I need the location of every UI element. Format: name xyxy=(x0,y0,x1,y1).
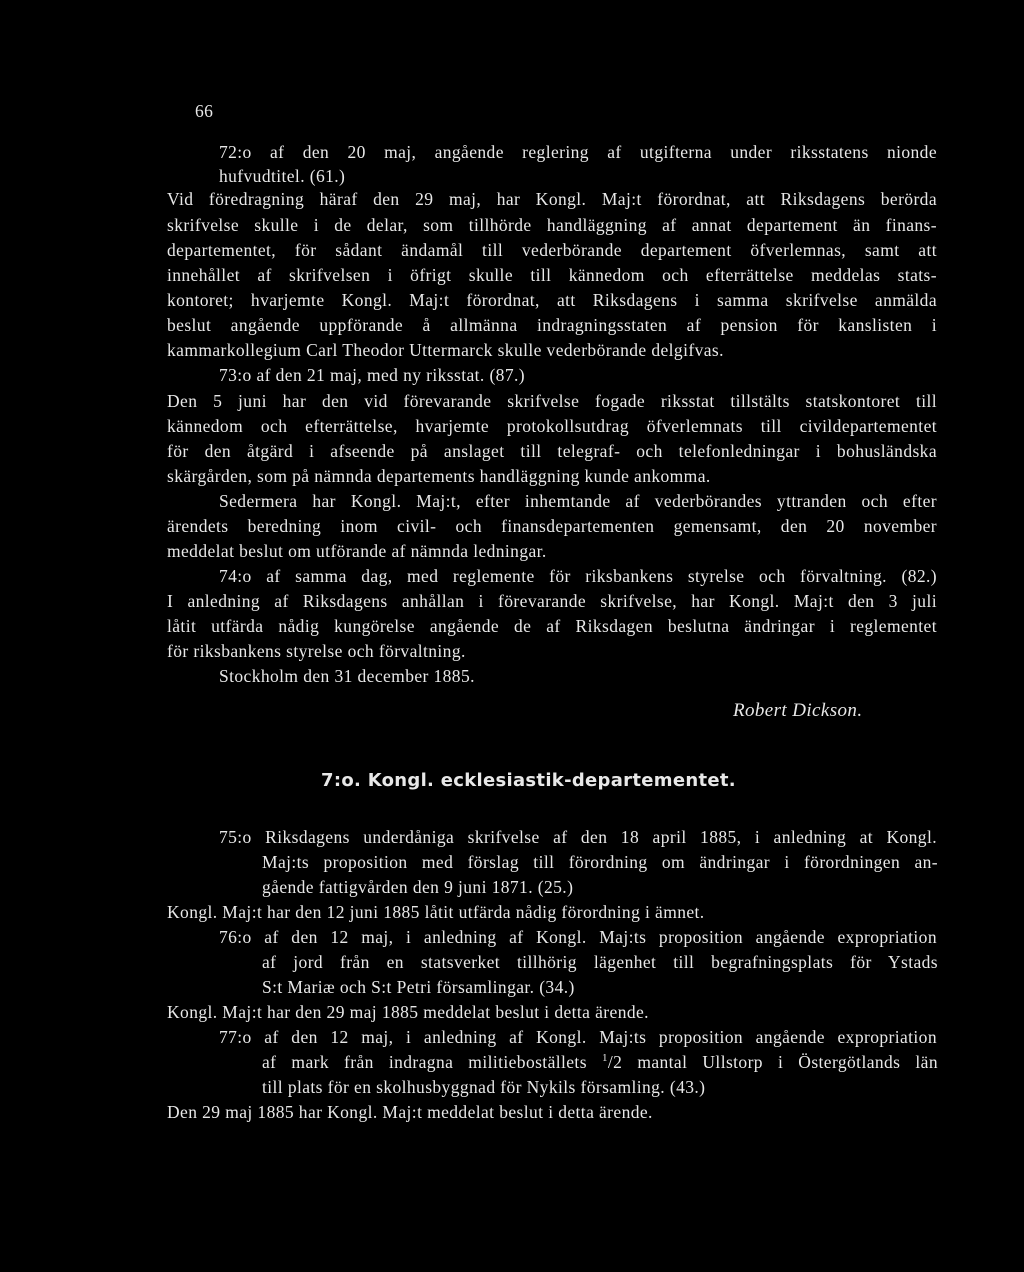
fraction xyxy=(602,1052,622,1072)
item-74-text-line: låtit utfärda nådig kungörelse angående de af Riksdagen beslutna ändringar i reglementet xyxy=(167,616,937,636)
item-73-text-line: ärendets beredning inom civil- och finansdepartementen gemensamt, den 20 november xyxy=(167,516,937,536)
item-77-title-line-2 xyxy=(262,1052,938,1073)
item-77-text-b: mantal Ullstorp i Östergötlands län xyxy=(637,1052,938,1072)
item-74-title: 74:o af samma dag, med reglemente för riksbankens styrelse och förvaltning. (82.) xyxy=(219,566,937,586)
item-76-title-line-3: S:t Mariæ och S:t Petri församlingar. (34.) xyxy=(262,977,575,997)
item-73-text-line: Sedermera har Kongl. Maj:t, efter inhemtande af vederbörandes yttranden och efter xyxy=(219,491,937,511)
item-72-title-line-2: hufvudtitel. (61.) xyxy=(219,166,346,186)
item-73-title: 73:o af den 21 maj, med ny riksstat. (87.) xyxy=(219,365,525,385)
fraction-numerator: 1 xyxy=(601,1052,608,1065)
item-72-text-line: Vid föredragning häraf den 29 maj, har Kongl. Maj:t förordnat, att Riksdagens berörda xyxy=(167,189,937,209)
item-72-text-line: beslut angående uppförande å allmänna indragningsstaten af pension för kanslisten i xyxy=(167,315,937,335)
item-74-text-line: I anledning af Riksdagens anhållan i förevarande skrifvelse, har Kongl. Maj:t den 3 juli xyxy=(167,591,937,611)
item-77-title-line-1: 77:o af den 12 maj, i anledning af Kongl. Maj:ts proposition angående expropriation xyxy=(219,1027,937,1047)
item-72-text-line: skrifvelse skulle i de delar, som tillhörde handläggning af annat departement än finans- xyxy=(167,215,937,235)
item-73-text-line: meddelat beslut om utförande af nämnda ledningar. xyxy=(167,541,547,561)
item-72-text-line: kontoret; hvarjemte Kongl. Maj:t förordnat, att Riksdagens i samma skrifvelse anmälda xyxy=(167,290,937,310)
signature: Robert Dickson. xyxy=(733,700,863,721)
item-76-text-line: Kongl. Maj:t har den 29 maj 1885 meddelat beslut i detta ärende. xyxy=(167,1002,649,1022)
item-75-title-line-3: gående fattigvården den 9 juni 1871. (25.) xyxy=(262,877,574,897)
item-75-title-line-2: Maj:ts proposition med förslag till förordning om ändringar i förordningen an- xyxy=(262,852,938,872)
item-73-text-line: för den åtgärd i afseende på anslaget till telegraf- och telefonledningar i bohusländska xyxy=(167,441,937,461)
item-75-text-line: Kongl. Maj:t har den 12 juni 1885 låtit utfärda nådig förordning i ämnet. xyxy=(167,902,705,922)
item-76-title-line-2: af jord från en statsverket tillhörig lägenhet till begrafningsplats för Ystads xyxy=(262,952,938,972)
item-74-text-line: för riksbankens styrelse och förvaltning. xyxy=(167,641,466,661)
item-77-title-line-3: till plats för en skolhusbyggnad för Nykils församling. (43.) xyxy=(262,1077,706,1097)
fraction-denominator: /2 xyxy=(607,1052,623,1072)
item-77-text-a: af mark från indragna militieboställets xyxy=(262,1052,587,1072)
date-line: Stockholm den 31 december 1885. xyxy=(219,666,475,686)
item-76-title-line-1: 76:o af den 12 maj, i anledning af Kongl. Maj:ts proposition angående expropriation xyxy=(219,927,937,947)
item-75-title-line-1: 75:o Riksdagens underdåniga skrifvelse af den 18 april 1885, i anledning at Kongl. xyxy=(219,827,937,847)
page-number: 66 xyxy=(195,101,214,121)
item-73-text-line: Den 5 juni har den vid förevarande skrifvelse fogade riksstat tillstälts statskontoret till xyxy=(167,391,937,411)
item-72-text-line: innehållet af skrifvelsen i öfrigt skulle till kännedom och efterrättelse meddelas stats- xyxy=(167,265,937,285)
item-73-text-line: skärgården, som på nämnda departements handläggning kunde ankomma. xyxy=(167,466,711,486)
section-heading: 7:o. Kongl. ecklesiastik-departementet. xyxy=(321,770,736,791)
item-73-text-line: kännedom och efterrättelse, hvarjemte protokollsutdrag öfverlemnats till civildepartementet xyxy=(167,416,937,436)
item-72-text-line: departementet, för sådant ändamål till vederbörande departement öfverlemnas, samt att xyxy=(167,240,937,260)
item-77-text-line: Den 29 maj 1885 har Kongl. Maj:t meddelat beslut i detta ärende. xyxy=(167,1102,653,1122)
item-72-title-line-1: 72:o af den 20 maj, angående reglering af utgifterna under riksstatens nionde xyxy=(219,142,937,162)
item-72-text-line: kammarkollegium Carl Theodor Uttermarck skulle vederbörande delgifvas. xyxy=(167,340,724,360)
